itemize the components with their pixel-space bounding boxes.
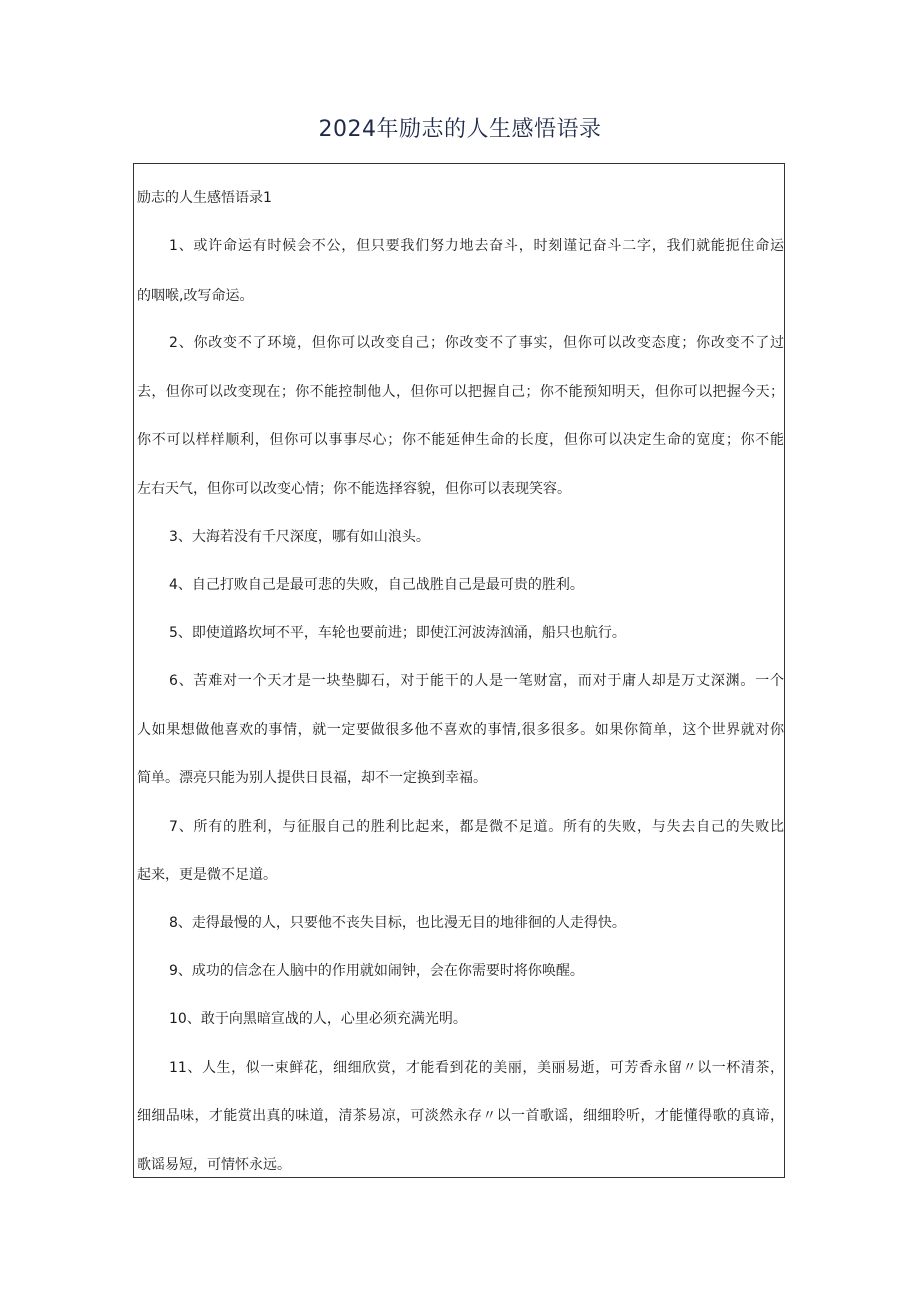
item-11-line-3: 歌谣易短，可情怀永远。: [137, 1157, 291, 1173]
item-1-line-1: 1、或许命运有时候会不公，但只要我们努力地去奋斗，时刻谨记奋斗二字，我们就能扼住命运: [169, 238, 784, 254]
item-2-line-4: 左右天气，但你可以改变心情；你不能选择容貌，但你可以表现笑容。: [137, 481, 571, 497]
item-2-line-1: 2、你改变不了环境，但你可以改变自己；你改变不了事实，但你可以改变态度；你改变不了过: [169, 335, 784, 351]
item-10-line-1: 10、敢于向黑暗宣战的人，心里必须充满光明。: [169, 1011, 467, 1027]
content-box: [133, 163, 785, 1178]
item-6-line-1: 6、苦难对一个天才是一块垫脚石，对于能干的人是一笔财富，而对于庸人却是万丈深渊。一个: [169, 673, 784, 689]
item-4-line-1: 4、自己打败自己是最可悲的失败，自己战胜自己是最可贵的胜利。: [169, 577, 584, 593]
item-6-line-3: 简单。漂亮只能为别人提供日艮福，却不一定换到幸福。: [137, 770, 487, 786]
section-heading: 励志的人生感悟语录1: [137, 190, 272, 206]
item-11-line-1: 11、人生，似一束鲜花，细细欣赏，才能看到花的美丽，美丽易逝，可芳香永留〃以一杯清茶，: [169, 1060, 784, 1076]
item-8-line-1: 8、走得最慢的人，只要他不丧失目标，也比漫无目的地徘徊的人走得快。: [169, 915, 626, 931]
item-9-line-1: 9、成功的信念在人脑中的作用就如闹钟，会在你需要时将你唤醒。: [169, 963, 584, 979]
item-3-line-1: 3、大海若没有千尺深度，哪有如山浪头。: [169, 529, 430, 545]
item-2-line-2: 去，但你可以改变现在；你不能控制他人，但你可以把握自己；你不能预知明天，但你可以把握今天；: [137, 384, 784, 400]
document-title: 2024年励志的人生感悟语录: [318, 117, 602, 142]
item-7-line-1: 7、所有的胜利，与征服自己的胜利比起来，都是微不足道。所有的失败，与失去自己的失败比: [169, 819, 784, 835]
item-11-line-2: 细细品味，才能赏出真的味道，清茶易凉，可淡然永存〃以一首歌谣，细细聆听，才能懂得歌的真谛，: [137, 1108, 784, 1124]
item-2-line-3: 你不可以样样顺利，但你可以事事尽心；你不能延伸生命的长度，但你可以决定生命的宽度；你不能: [137, 432, 784, 448]
item-7-line-2: 起来，更是微不足道。: [137, 867, 277, 883]
item-5-line-1: 5、即使道路坎坷不平，车轮也要前进；即使江河波涛汹涌，船只也航行。: [169, 625, 626, 641]
item-6-line-2: 人如果想做他喜欢的事情，就一定要做很多他不喜欢的事情,很多很多。如果你简单，这个世界就对你: [137, 722, 784, 738]
item-1-line-2: 的咽喉,改写命运。: [137, 288, 254, 304]
